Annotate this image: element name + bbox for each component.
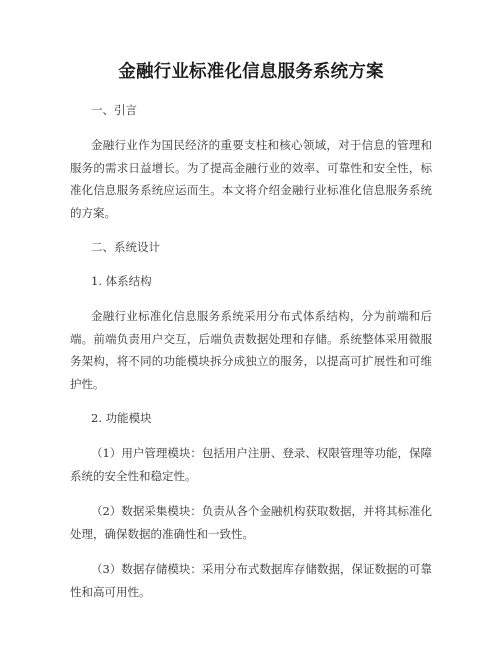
paragraph-data-storage-module: （3）数据存储模块：采用分布式数据库存储数据，保证数据的可靠性和高可用性。	[70, 562, 432, 599]
section-heading-introduction: 一、引言	[91, 103, 137, 117]
paragraph-user-management-module: （1）用户管理模块：包括用户注册、登录、权限管理等功能，保障系统的安全性和稳定性。	[70, 446, 432, 483]
subsection-heading-architecture: 1. 体系结构	[91, 274, 152, 288]
paragraph-architecture: 金融行业标准化信息服务系统采用分布式体系结构，分为前端和后端。前端负责用户交互，后端负责数据处理和存储。系统整体采用微服务架构，将不同的功能模块拆分成独立的服务，以提高可扩展性和可维护性。	[70, 309, 432, 391]
document-title: 金融行业标准化信息服务系统方案	[118, 62, 384, 82]
subsection-heading-function-modules: 2. 功能模块	[91, 411, 152, 425]
paragraph-introduction: 金融行业作为国民经济的重要支柱和核心领域，对于信息的管理和服务的需求日益增长。为了提高金融行业的效率、可靠性和安全性，标准化信息服务系统应运而生。本文将介绍金融行业标准化信息服务系统的方案。	[70, 138, 432, 220]
section-heading-system-design: 二、系统设计	[91, 240, 160, 254]
paragraph-data-collection-module: （2）数据采集模块：负责从各个金融机构获取数据，并将其标准化处理，确保数据的准确性和一致性。	[70, 504, 432, 541]
